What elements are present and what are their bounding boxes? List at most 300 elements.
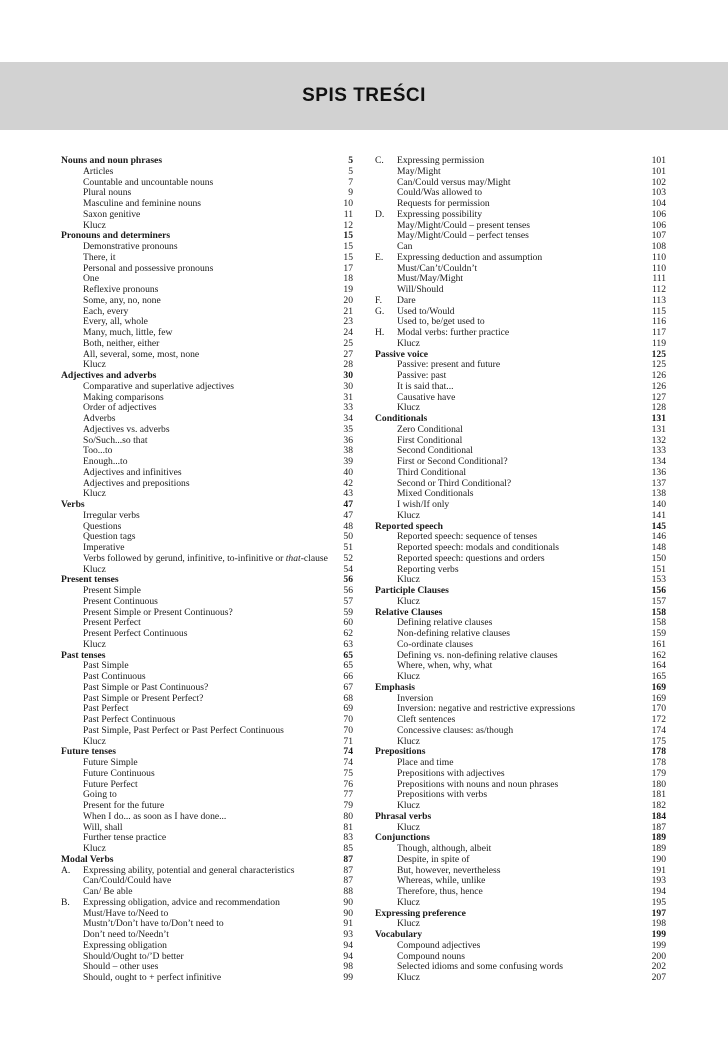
toc-entry-label: Future tenses	[61, 746, 116, 758]
toc-page-number: 70	[343, 714, 353, 725]
toc-entry	[375, 339, 666, 350]
toc-entry-label: Verbs	[61, 499, 85, 510]
toc-page-number: 133	[651, 445, 666, 457]
toc-page-number: 19	[343, 284, 353, 295]
toc-entry-label: Klucz	[397, 918, 420, 930]
toc-entry-label: Prepositions with nouns and noun phrases	[397, 778, 559, 790]
toc-entry-label: Many, much, little, few	[83, 327, 173, 338]
toc-entry-label: Prepositions with adjectives	[397, 767, 505, 779]
toc-page-number: 178	[651, 746, 666, 758]
toc-page-number: 156	[651, 585, 666, 596]
toc-page-number: 157	[651, 595, 666, 607]
toc-entry-label: Adjectives vs. adverbs	[83, 423, 170, 435]
toc-page-number: 70	[343, 724, 353, 736]
toc-page-number: 199	[651, 929, 666, 940]
toc-entry-letter: C.	[375, 155, 384, 166]
toc-page-number: 25	[343, 337, 353, 349]
toc-page-number: 15	[343, 230, 353, 242]
toc-page-number: 199	[651, 939, 666, 951]
toc-entry	[61, 253, 353, 264]
toc-entry	[375, 855, 666, 866]
toc-page-number: 150	[651, 552, 666, 564]
toc-entry-label: Relative Clauses	[375, 606, 443, 618]
toc-page-number: 10	[343, 198, 353, 209]
page-title: SPIS TREŚCI	[302, 85, 426, 106]
toc-page-number: 93	[343, 929, 353, 940]
toc-entry-label: Can	[397, 241, 413, 252]
toc-page-number: 20	[343, 294, 353, 306]
toc-entry-label: Third Conditional	[397, 466, 467, 478]
toc-entry-label: Don’t need to/Needn’t	[83, 929, 169, 940]
toc-page-number: 9	[348, 187, 353, 199]
toc-entry-label: Klucz	[397, 574, 420, 586]
toc-entry-label: Past Continuous	[83, 671, 146, 682]
toc-entry	[61, 425, 353, 436]
toc-page-number: 127	[651, 391, 666, 403]
toc-entry-label: Present tenses	[61, 574, 119, 586]
toc-entry-label: When I do... as soon as I have done...	[83, 810, 227, 822]
toc-page-number: 184	[651, 810, 666, 822]
toc-entry-label: May/Might/Could – perfect tenses	[397, 230, 529, 242]
toc-page-number: 169	[651, 681, 666, 693]
toc-page-number: 103	[651, 187, 666, 199]
toc-entry	[61, 597, 353, 608]
toc-entry-label: Reported speech: questions and orders	[397, 552, 545, 564]
toc-entry-label: Present Perfect Continuous	[83, 628, 188, 639]
toc-entry	[375, 231, 666, 242]
toc-entry-letter: E.	[375, 251, 384, 263]
toc-page-number: 106	[651, 208, 666, 220]
toc-entry	[61, 898, 353, 909]
toc-page-number: 79	[343, 800, 353, 811]
toc-page-number: 101	[651, 155, 666, 166]
toc-entry-label: Expressing obligation	[83, 939, 167, 951]
toc-entry-letter: D.	[375, 208, 385, 220]
toc-entry	[375, 597, 666, 608]
toc-page-number: 145	[651, 520, 666, 532]
toc-page-number: 23	[343, 316, 353, 328]
toc-entry-label: Present Continuous	[83, 595, 158, 607]
toc-entry-label: Klucz	[83, 219, 106, 231]
toc-page-number: 138	[651, 488, 666, 500]
toc-entry-label: First or Second Conditional?	[397, 456, 508, 467]
toc-page-number: 169	[651, 692, 666, 704]
toc-page-number: 107	[651, 230, 666, 242]
toc-entry-label-part: Verbs followed by gerund, infinitive, to-infinitive or	[83, 552, 286, 564]
toc-page-number: 126	[651, 370, 666, 381]
toc-entry-label: Concessive clauses: as/though	[397, 724, 514, 736]
toc-entry-label: Must/Have to/Need to	[83, 907, 169, 919]
toc-page-number: 125	[651, 348, 666, 360]
toc-entry-label: Inversion: negative and restrictive expressions	[397, 703, 575, 715]
toc-entry-label: Further tense practice	[83, 832, 167, 844]
toc-entry-label: Saxon genitive	[83, 208, 141, 220]
toc-page-number: 134	[651, 456, 666, 467]
toc-entry-label: Defining vs. non-defining relative clauses	[397, 649, 558, 661]
toc-entry-label: Expressing obligation, advice and recommendation	[83, 896, 280, 908]
toc-entry	[61, 210, 353, 221]
toc-entry-label: Modal verbs: further practice	[397, 327, 510, 338]
toc-page-number: 47	[343, 509, 353, 521]
toc-entry	[61, 941, 353, 952]
toc-page-number: 110	[651, 251, 666, 263]
toc-entry-label: So/Such...so that	[83, 434, 148, 446]
toc-entry-label: Order of adjectives	[83, 402, 157, 414]
toc-entry	[375, 468, 666, 479]
toc-entry-label: Emphasis	[375, 681, 415, 693]
toc-entry-label: May/Might	[397, 165, 441, 177]
toc-page-number: 137	[651, 477, 666, 489]
toc-page-number: 187	[651, 821, 666, 833]
toc-entry-label: Participle Clauses	[375, 585, 449, 596]
toc-page-number: 198	[651, 918, 666, 930]
toc-entry-label: Klucz	[83, 843, 106, 854]
toc-entry-label: Past Simple, Past Perfect or Past Perfect Continuous	[83, 724, 284, 736]
toc-page-number: 164	[651, 660, 666, 672]
toc-entry	[61, 769, 353, 780]
toc-page-number: 136	[651, 466, 666, 478]
toc-entry-label: Adjectives and prepositions	[83, 477, 190, 489]
toc-page-number: 5	[348, 155, 353, 166]
toc-page-number: 12	[343, 219, 353, 231]
toc-entry-label: Prepositions with verbs	[397, 789, 488, 801]
toc-entry-label: Present Perfect	[83, 617, 141, 629]
toc-entry	[61, 339, 353, 350]
toc-entry	[61, 554, 353, 565]
toc-entry-label: Passive: present and future	[397, 359, 501, 371]
toc-entry-label: Reporting verbs	[397, 563, 459, 575]
toc-page-number: 63	[343, 638, 353, 650]
toc-entry	[375, 285, 666, 296]
toc-entry-label: It is said that...	[397, 380, 454, 392]
toc-entry-label: Present Simple	[83, 585, 141, 596]
toc-page-number: 90	[343, 907, 353, 919]
toc-page-number: 57	[343, 595, 353, 607]
toc-entry-label: All, several, some, most, none	[83, 348, 200, 360]
toc-entry-label: Compound adjectives	[397, 939, 481, 951]
toc-entry-label: Plural nouns	[83, 187, 132, 199]
toc-entry-label: Klucz	[397, 402, 420, 414]
toc-entry-label: Could/Was allowed to	[397, 187, 483, 199]
toc-entry	[375, 296, 666, 307]
toc-entry-label: Reflexive pronouns	[83, 284, 159, 295]
toc-page-number: 202	[651, 961, 666, 973]
toc-entry-label: Will, shall	[83, 821, 123, 833]
toc-page-number: 34	[343, 413, 353, 424]
toc-entry-label: Though, although, albeit	[397, 843, 492, 854]
toc-column-right	[375, 156, 666, 984]
toc-page-number: 181	[651, 789, 666, 801]
toc-entry-label: Future Perfect	[83, 778, 138, 790]
toc-page-number: 108	[651, 241, 666, 252]
toc-page-number: 197	[651, 907, 666, 919]
toc-page-number: 88	[343, 886, 353, 897]
toc-entry-label: Klucz	[83, 735, 106, 747]
toc-entry-label-italic: that	[285, 552, 301, 564]
toc-entry-label: There, it	[83, 251, 116, 263]
toc-entry-label: Making comparisons	[83, 391, 164, 403]
toc-entry-label: Used to/Would	[397, 305, 455, 317]
toc-entry-label: Irregular verbs	[83, 509, 140, 521]
toc-entry-label: Can/ Be able	[83, 886, 133, 897]
toc-page-number: 104	[651, 198, 666, 209]
toc-page-number: 125	[651, 359, 666, 371]
toc-entry-label: Phrasal verbs	[375, 810, 432, 822]
toc-page-number: 33	[343, 402, 353, 414]
toc-entry	[375, 511, 666, 522]
toc-entry-label: Mustn’t/Don’t have to/Don’t need to	[83, 918, 224, 930]
toc-entry-label: Passive voice	[375, 348, 429, 360]
toc-page-number: 74	[343, 757, 353, 768]
toc-entry-label: Mixed Conditionals	[397, 488, 474, 500]
toc-page-number: 182	[651, 800, 666, 811]
toc-entry-label: One	[83, 273, 99, 285]
toc-entry-label: But, however, nevertheless	[397, 864, 501, 876]
toc-page-number: 158	[651, 606, 666, 618]
toc-entry-label: Inversion	[397, 692, 434, 704]
toc-entry-label: Second or Third Conditional?	[397, 477, 512, 489]
toc-page-number: 42	[343, 477, 353, 489]
toc-page-number: 60	[343, 617, 353, 629]
toc-entry-label: Adverbs	[83, 413, 116, 424]
toc-entry-label: Vocabulary	[375, 929, 423, 940]
toc-entry-label: Defining relative clauses	[397, 617, 493, 629]
toc-entry-label: Non-defining relative clauses	[397, 628, 510, 639]
toc-entry-label: Expressing preference	[375, 907, 466, 919]
toc-page-number: 170	[651, 703, 666, 715]
toc-entry-label: Requests for permission	[397, 198, 490, 209]
toc-entry-label: Every, all, whole	[83, 316, 148, 328]
toc-page-number: 172	[651, 714, 666, 725]
toc-page-number: 175	[651, 735, 666, 747]
toc-entry-label: Past Simple or Past Continuous?	[83, 681, 209, 693]
toc-page-number: 67	[343, 681, 353, 693]
toc-entry-label: Conjunctions	[375, 832, 430, 844]
toc-entry	[375, 726, 666, 737]
toc-page-number: 59	[343, 606, 353, 618]
toc-page-number: 17	[343, 262, 353, 274]
toc-entry-label: Klucz	[83, 488, 106, 500]
toc-page-number: 87	[343, 864, 353, 876]
toc-entry-label: Modal Verbs	[61, 853, 114, 865]
toc-page-number: 161	[651, 638, 666, 650]
toc-entry	[375, 973, 666, 984]
toc-entry-label: Past Perfect Continuous	[83, 714, 176, 725]
toc-page-number: 69	[343, 703, 353, 715]
toc-page-number: 189	[651, 832, 666, 844]
toc-entry-label: Imperative	[83, 542, 125, 553]
toc-page-number: 126	[651, 380, 666, 392]
toc-entry-label: Reported speech: modals and conditionals	[397, 542, 559, 553]
toc-entry-label: Can/Could/Could have	[83, 875, 172, 887]
toc-page-number: 39	[343, 456, 353, 467]
toc-entry	[375, 554, 666, 565]
toc-entry-label: Countable and uncountable nouns	[83, 176, 214, 188]
toc-page-number: 153	[651, 574, 666, 586]
toc-page-number: 21	[343, 305, 353, 317]
toc-page-number: 76	[343, 778, 353, 790]
toc-page-number: 140	[651, 499, 666, 510]
toc-page-number: 110	[651, 262, 666, 274]
toc-entry-label: Present Simple or Present Continuous?	[83, 606, 233, 618]
toc-entry-label: Masculine and feminine nouns	[83, 198, 202, 209]
toc-entry-label: Demonstrative pronouns	[83, 241, 178, 252]
toc-entry-label: Klucz	[397, 509, 420, 521]
toc-entry	[375, 167, 666, 178]
toc-page-number: 98	[343, 961, 353, 973]
toc-page-number: 112	[651, 284, 666, 295]
toc-entry	[375, 253, 666, 264]
toc-entry-label: Conditionals	[375, 413, 428, 424]
toc-entry-label: Prepositions	[375, 746, 426, 758]
toc-entry-label: I wish/If only	[397, 499, 450, 510]
toc-page-number: 191	[651, 864, 666, 876]
toc-entry-label: Should/Ought to/’D better	[83, 950, 184, 962]
toc-entry-letter: H.	[375, 327, 385, 338]
toc-entry-label: Despite, in spite of	[397, 853, 470, 865]
toc-entry-label: Compound nouns	[397, 950, 465, 962]
toc-page-number: 80	[343, 810, 353, 822]
toc-entry-label: Klucz	[397, 337, 420, 349]
toc-page-number: 158	[651, 617, 666, 629]
toc-section-heading	[375, 683, 666, 694]
toc-page-number: 54	[343, 563, 353, 575]
toc-page-number: 5	[348, 165, 353, 177]
toc-entry-label: Both, neither, either	[83, 337, 160, 349]
toc-page-number: 99	[343, 972, 353, 983]
toc-page-number: 7	[348, 176, 353, 188]
toc-entry-label: Klucz	[83, 563, 106, 575]
toc-entry-label: Comparative and superlative adjectives	[83, 380, 235, 392]
toc-page-number: 180	[651, 778, 666, 790]
toc-column-left	[61, 156, 353, 984]
toc-page-number: 128	[651, 402, 666, 414]
toc-entry-label-part: -clause	[300, 552, 328, 564]
toc-entry-label: Therefore, thus, hence	[397, 886, 483, 897]
toc-entry-label: Past Simple	[83, 660, 129, 672]
toc-entry-letter: A.	[61, 864, 71, 876]
toc-entry-label: Place and time	[397, 757, 454, 768]
toc-page-number: 18	[343, 273, 353, 285]
toc-entry	[375, 425, 666, 436]
toc-page-number: 132	[651, 434, 666, 446]
toc-page-number: 111	[652, 273, 666, 285]
toc-entry-label: Pronouns and determiners	[61, 230, 171, 242]
toc-entry	[61, 382, 353, 393]
toc-entry	[61, 167, 353, 178]
toc-entry-label: Klucz	[397, 972, 420, 983]
toc-entry	[61, 264, 353, 275]
toc-page-number: 28	[343, 359, 353, 371]
toc-entry-label: Will/Should	[397, 284, 444, 295]
toc-entry	[61, 468, 353, 479]
toc-page-number: 106	[651, 219, 666, 231]
toc-entry-label: Where, when, why, what	[397, 660, 493, 672]
toc-page-number: 27	[343, 348, 353, 360]
toc-page-number: 119	[651, 337, 666, 349]
toc-page-number: 83	[343, 832, 353, 844]
toc-entry-label: Too...to	[83, 445, 113, 457]
toc-entry-label: May/Might/Could – present tenses	[397, 219, 530, 231]
toc-page-number: 30	[343, 380, 353, 392]
toc-entry-label: Articles	[83, 165, 114, 177]
toc-entry-label: Personal and possessive pronouns	[83, 262, 214, 274]
toc-page-number: 85	[343, 843, 353, 854]
toc-entry-label: Going to	[83, 789, 117, 801]
toc-entry-label: Each, every	[83, 305, 129, 317]
toc-page-number: 77	[343, 789, 353, 801]
toc-page-number: 15	[343, 251, 353, 263]
toc-entry-label: Adjectives and adverbs	[61, 370, 157, 381]
toc-entry-label: Past tenses	[61, 649, 106, 661]
toc-entry-label: Must/Can’t/Couldn’t	[397, 262, 478, 274]
toc-entry-label	[83, 554, 328, 565]
toc-page-number: 91	[343, 918, 353, 930]
toc-entry-label: Expressing ability, potential and general characteristics	[83, 864, 295, 876]
toc-entry-label: Klucz	[83, 638, 106, 650]
toc-page-number: 66	[343, 671, 353, 682]
toc-section-heading	[375, 812, 666, 823]
toc-entry-label: Present for the future	[83, 800, 165, 811]
toc-entry	[375, 672, 666, 683]
toc-page-number: 11	[343, 208, 353, 220]
toc-page-number: 146	[651, 531, 666, 543]
toc-page-number: 35	[343, 423, 353, 435]
toc-entry-label: Whereas, while, unlike	[397, 875, 486, 887]
toc-page-number: 101	[651, 165, 666, 177]
toc-entry-label: Klucz	[397, 671, 420, 682]
toc-entry-label: Some, any, no, none	[83, 294, 161, 306]
toc-entry-label: Should, ought to + perfect infinitive	[83, 972, 222, 983]
toc-page-number: 62	[343, 628, 353, 639]
toc-entry-label: Expressing permission	[397, 155, 485, 166]
toc-page-number: 56	[343, 574, 353, 586]
toc-page-number: 178	[651, 757, 666, 768]
toc-page-number: 115	[651, 305, 666, 317]
toc-page-number: 38	[343, 445, 353, 457]
toc-entry-label: Future Simple	[83, 757, 138, 768]
toc-entry-label: Used to, be/get used to	[397, 316, 485, 328]
toc-entry	[61, 296, 353, 307]
toc-entry-label: Cleft sentences	[397, 714, 456, 725]
toc-entry-label: Enough...to	[83, 456, 128, 467]
toc-entry-label: Selected idioms and some confusing words	[397, 961, 563, 973]
toc-page-number: 113	[651, 294, 666, 306]
toc-entry-label: Klucz	[397, 821, 420, 833]
toc-entry	[61, 812, 353, 823]
toc-page-number: 65	[343, 660, 353, 672]
toc-entry-label: Future Continuous	[83, 767, 155, 779]
toc-page-number: 31	[343, 391, 353, 403]
toc-entry-label: Question tags	[83, 531, 136, 543]
toc-page-number: 117	[651, 327, 666, 338]
toc-entry	[61, 973, 353, 984]
toc-entry-label: Past Simple or Present Perfect?	[83, 692, 204, 704]
toc-page-number: 131	[651, 423, 666, 435]
toc-page-number: 194	[651, 886, 666, 897]
toc-page-number: 65	[343, 649, 353, 661]
toc-page-number: 94	[343, 950, 353, 962]
toc-page-number: 148	[651, 542, 666, 553]
toc-entry-letter: F.	[375, 294, 382, 306]
toc-entry-label: Expressing possibility	[397, 208, 483, 220]
toc-page-number: 87	[343, 853, 353, 865]
toc-entry-label: Can/Could versus may/Might	[397, 176, 511, 188]
toc-entry-label: Should – other uses	[83, 961, 159, 973]
toc-page-number: 51	[343, 542, 353, 553]
toc-page-number: 189	[651, 843, 666, 854]
toc-page-number: 52	[343, 552, 353, 564]
